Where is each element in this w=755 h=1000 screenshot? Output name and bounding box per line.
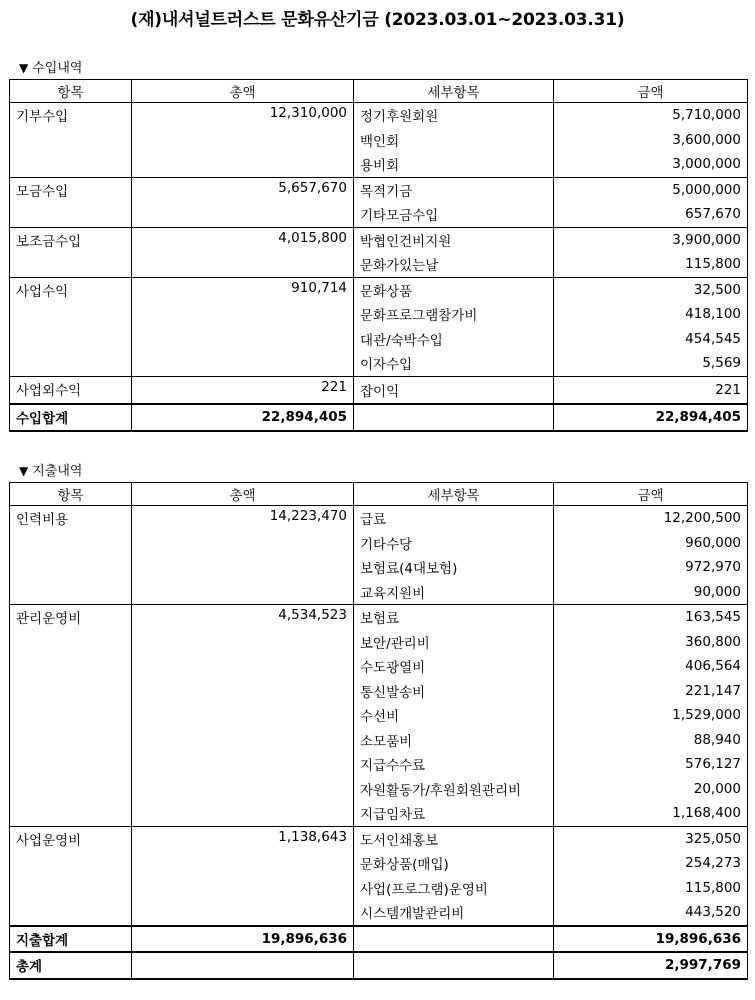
detail-amount-value: 406,564 — [554, 654, 748, 679]
detail-amount-value: 443,520 — [554, 900, 748, 926]
total-label: 총계 — [10, 952, 132, 979]
total-amount-value: 2,997,769 — [554, 952, 748, 979]
income-section-heading — [19, 57, 82, 76]
total-row — [10, 404, 748, 431]
detail-item-label: 수선비 — [354, 703, 554, 728]
detail-amount-value: 5,710,000 — [554, 103, 748, 128]
header-detail: 세부항목 — [354, 80, 554, 103]
detail-item-label: 사업(프로그램)운영비 — [354, 876, 554, 901]
table-header-row — [10, 483, 748, 506]
group-total-value: 12,310,000 — [132, 103, 354, 178]
header-item: 항목 — [10, 483, 132, 506]
table-row — [10, 177, 748, 202]
detail-item-label: 목적기금 — [354, 177, 554, 202]
header-amount: 금액 — [554, 80, 748, 103]
detail-amount-value: 5,569 — [554, 351, 748, 376]
group-item-label: 인력비용 — [10, 506, 132, 605]
group-total-value: 221 — [132, 376, 354, 404]
total-amount-value: 19,896,636 — [554, 926, 748, 953]
detail-item-label: 보험료(4대보험) — [354, 555, 554, 580]
total-detail-cell — [354, 952, 554, 979]
triangle-down-icon: ▼ — [19, 464, 29, 478]
detail-amount-value: 221 — [554, 376, 748, 404]
table-header-row — [10, 80, 748, 103]
header-detail: 세부항목 — [354, 483, 554, 506]
group-total-value: 4,015,800 — [132, 227, 354, 277]
table-row — [10, 826, 748, 851]
detail-amount-value: 972,970 — [554, 555, 748, 580]
group-item-label: 모금수입 — [10, 177, 132, 227]
detail-amount-value: 115,800 — [554, 252, 748, 277]
detail-amount-value: 115,800 — [554, 876, 748, 901]
detail-amount-value: 3,600,000 — [554, 128, 748, 153]
detail-amount-value: 20,000 — [554, 777, 748, 802]
detail-amount-value: 325,050 — [554, 826, 748, 851]
detail-item-label: 용비회 — [354, 152, 554, 177]
detail-item-label: 교육지원비 — [354, 580, 554, 605]
total-detail-cell — [354, 404, 554, 431]
header-item: 항목 — [10, 80, 132, 103]
group-item-label: 기부수입 — [10, 103, 132, 178]
detail-amount-value: 576,127 — [554, 752, 748, 777]
detail-item-label: 잡이익 — [354, 376, 554, 404]
total-sum-value — [132, 952, 354, 979]
detail-item-label: 기타모금수입 — [354, 202, 554, 227]
detail-amount-value: 163,545 — [554, 605, 748, 630]
total-label: 지출합계 — [10, 926, 132, 953]
detail-item-label: 문화가있는날 — [354, 252, 554, 277]
detail-amount-value: 5,000,000 — [554, 177, 748, 202]
total-detail-cell — [354, 926, 554, 953]
detail-item-label: 대관/숙박수입 — [354, 327, 554, 352]
detail-item-label: 보안/관리비 — [354, 630, 554, 655]
table-row — [10, 605, 748, 630]
table-row — [10, 376, 748, 404]
detail-amount-value: 32,500 — [554, 277, 748, 302]
detail-amount-value: 90,000 — [554, 580, 748, 605]
income-table — [9, 79, 748, 432]
detail-item-label: 문화프로그램참가비 — [354, 302, 554, 327]
detail-amount-value: 88,940 — [554, 728, 748, 753]
expense-section-heading — [19, 460, 82, 479]
table-row — [10, 103, 748, 128]
total-label: 수입합계 — [10, 404, 132, 431]
income-section-label: 수입내역 — [32, 61, 83, 76]
detail-item-label: 통신발송비 — [354, 679, 554, 704]
header-amount: 금액 — [554, 483, 748, 506]
table-row — [10, 227, 748, 252]
total-sum-value: 22,894,405 — [132, 404, 354, 431]
total-row — [10, 926, 748, 953]
detail-item-label: 소모품비 — [354, 728, 554, 753]
detail-item-label: 문화상품(매입) — [354, 851, 554, 876]
detail-amount-value: 1,529,000 — [554, 703, 748, 728]
group-total-value: 4,534,523 — [132, 605, 354, 827]
detail-item-label: 정기후원회원 — [354, 103, 554, 128]
detail-item-label: 문화상품 — [354, 277, 554, 302]
detail-item-label: 박협인건비지원 — [354, 227, 554, 252]
detail-amount-value: 1,168,400 — [554, 801, 748, 826]
detail-amount-value: 254,273 — [554, 851, 748, 876]
detail-item-label: 시스템개발관리비 — [354, 900, 554, 926]
detail-item-label: 백인회 — [354, 128, 554, 153]
group-total-value: 14,223,470 — [132, 506, 354, 605]
detail-amount-value: 960,000 — [554, 531, 748, 556]
group-total-value: 910,714 — [132, 277, 354, 376]
detail-amount-value: 3,900,000 — [554, 227, 748, 252]
detail-item-label: 기타수당 — [354, 531, 554, 556]
detail-item-label: 보험료 — [354, 605, 554, 630]
detail-item-label: 지급임차료 — [354, 801, 554, 826]
table-row — [10, 506, 748, 531]
detail-amount-value: 418,100 — [554, 302, 748, 327]
triangle-down-icon: ▼ — [19, 61, 29, 75]
detail-item-label: 급료 — [354, 506, 554, 531]
detail-item-label: 수도광열비 — [354, 654, 554, 679]
header-total: 총액 — [132, 80, 354, 103]
detail-item-label: 자원활동가/후원회원관리비 — [354, 777, 554, 802]
group-item-label: 보조금수입 — [10, 227, 132, 277]
detail-item-label: 지급수수료 — [354, 752, 554, 777]
detail-amount-value: 657,670 — [554, 202, 748, 227]
table-row — [10, 277, 748, 302]
detail-amount-value: 454,545 — [554, 327, 748, 352]
group-total-value: 5,657,670 — [132, 177, 354, 227]
expense-table — [9, 482, 748, 980]
detail-amount-value: 221,147 — [554, 679, 748, 704]
page-title: (재)내셔널트러스트 문화유산기금 (2023.03.01~2023.03.31) — [130, 10, 625, 30]
group-item-label: 사업수익 — [10, 277, 132, 376]
group-total-value: 1,138,643 — [132, 826, 354, 926]
detail-item-label: 이자수입 — [354, 351, 554, 376]
header-total: 총액 — [132, 483, 354, 506]
detail-amount-value: 360,800 — [554, 630, 748, 655]
total-sum-value: 19,896,636 — [132, 926, 354, 953]
group-item-label: 관리운영비 — [10, 605, 132, 827]
detail-amount-value: 3,000,000 — [554, 152, 748, 177]
total-row — [10, 952, 748, 979]
detail-amount-value: 12,200,500 — [554, 506, 748, 531]
expense-section-label: 지출내역 — [32, 464, 83, 479]
group-item-label: 사업외수익 — [10, 376, 132, 404]
total-amount-value: 22,894,405 — [554, 404, 748, 431]
group-item-label: 사업운영비 — [10, 826, 132, 926]
detail-item-label: 도서인쇄홍보 — [354, 826, 554, 851]
